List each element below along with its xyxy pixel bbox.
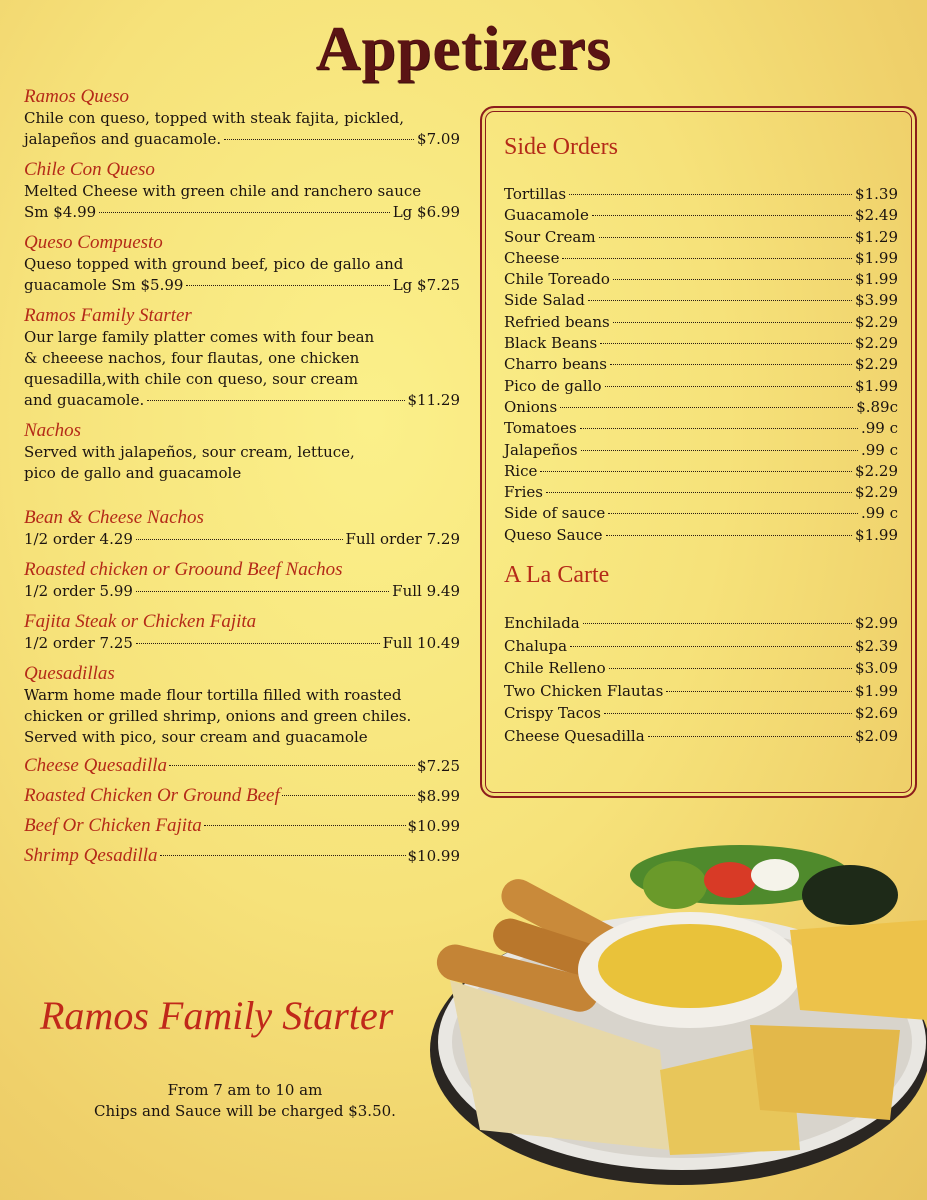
item-name: Roasted chicken or Groound Beef Nachos (24, 559, 343, 580)
price: $1.29 (855, 227, 898, 246)
menu-row (504, 525, 898, 546)
price: $2.69 (855, 704, 898, 723)
item-description: & cheeese nachos, four flautas, one chicken (24, 349, 360, 367)
line-left: 1/2 order 5.99 (24, 582, 133, 600)
line-left: 1/2 order 4.29 (24, 530, 133, 548)
side-orders-title: Side Orders (504, 134, 618, 160)
price-line (24, 529, 460, 550)
menu-row (504, 725, 898, 748)
price: $2.99 (855, 614, 898, 633)
guacamole (643, 861, 707, 909)
menu-row (504, 290, 898, 311)
item-name: Bean & Cheese Nachos (24, 507, 204, 528)
price: $2.49 (855, 206, 898, 225)
item-name: Fries (504, 483, 543, 502)
item-description: Queso topped with ground beef, pico de gallo and (24, 255, 404, 273)
item-description: quesadilla,with chile con queso, sour cream (24, 370, 359, 388)
item-name: Queso Compuesto (24, 232, 163, 253)
menu-row (504, 440, 898, 461)
item-name: Quesadillas (24, 663, 115, 684)
menu-row (504, 503, 898, 524)
price-line (24, 202, 460, 223)
menu-row (504, 702, 898, 725)
item-name: Tomatoes (504, 419, 577, 438)
a-la-carte-list (504, 612, 898, 747)
item-description: chicken or grilled shrimp, onions and green chiles. (24, 707, 412, 725)
quesadilla-item (24, 811, 460, 841)
menu-row (504, 312, 898, 333)
price: $2.29 (855, 355, 898, 374)
price: $7.25 (417, 757, 460, 775)
item-name: Side Salad (504, 291, 585, 310)
item-name: Roasted Chicken Or Ground Beef (24, 785, 280, 806)
menu-row (504, 354, 898, 375)
quesadilla-item (24, 751, 460, 781)
menu-row (504, 461, 898, 482)
quesadilla-list (24, 751, 460, 871)
price: $3.99 (855, 291, 898, 310)
menu-row (504, 612, 898, 635)
menu-item-quesadillas (24, 663, 460, 748)
price: $8.99 (417, 787, 460, 805)
price: $2.39 (855, 636, 898, 655)
menu-item-bean-cheese-nachos (24, 507, 460, 550)
item-name: Ramos Family Starter (24, 305, 192, 326)
price-line (24, 129, 460, 150)
menu-item-nachos (24, 420, 460, 484)
menu-item-fajita-nachos (24, 611, 460, 654)
sour-cream (751, 859, 799, 891)
price-line (24, 581, 460, 602)
menu-row (504, 635, 898, 658)
price: $1.99 (855, 525, 898, 544)
item-name: Chalupa (504, 636, 568, 655)
promo-heading: Ramos Family Starter (40, 993, 394, 1038)
item-name: Refried beans (504, 312, 610, 331)
nachos (750, 1025, 900, 1120)
item-name: Charro beans (504, 355, 608, 374)
price: $2.29 (855, 334, 898, 353)
menu-row (504, 418, 898, 439)
price-line (24, 275, 460, 296)
price: .99 c (860, 504, 898, 523)
menu-item-ramos-family-starter (24, 305, 460, 411)
item-name: Guacamole (504, 206, 589, 225)
hours-note (60, 1080, 430, 1122)
price: $2.29 (855, 312, 898, 331)
menu-row (504, 376, 898, 397)
item-name: Crispy Tacos (504, 704, 601, 723)
item-name: Ramos Queso (24, 86, 130, 107)
menu-row (504, 269, 898, 290)
item-name: Chile Con Queso (24, 159, 155, 180)
item-name: Tortillas (504, 185, 567, 203)
price: $2.09 (855, 726, 898, 745)
nachos (790, 920, 927, 1020)
menu-row (504, 397, 898, 418)
price: Full 9.49 (392, 582, 460, 600)
price: Full order 7.29 (345, 530, 460, 548)
price: Lg $7.25 (392, 276, 460, 294)
item-description: pico de gallo and guacamole (24, 464, 242, 482)
price: $1.99 (855, 270, 898, 289)
queso (598, 924, 782, 1008)
item-name: Onions (504, 397, 558, 416)
item-name: Cheese Quesadilla (504, 726, 645, 745)
price: $.89c (856, 397, 898, 416)
line-left: guacamole Sm $5.99 (24, 276, 184, 294)
price-line (24, 633, 460, 654)
line-left: 1/2 order 7.25 (24, 634, 133, 652)
menu-item-queso-compuesto (24, 232, 460, 296)
item-description: Chile con queso, topped with steak fajita, pickled, (24, 109, 405, 127)
tomato (704, 862, 756, 898)
item-name: Jalapeños (504, 440, 578, 459)
appetizer-platter-photo (420, 820, 927, 1190)
note-line: From 7 am to 10 am (167, 1081, 323, 1099)
price: .99 c (860, 440, 898, 459)
menu-row (504, 657, 898, 680)
price: $3.09 (855, 659, 898, 678)
price: $10.99 (407, 817, 460, 835)
item-name: Cheese Quesadilla (24, 755, 168, 776)
menu-row (504, 680, 898, 703)
item-name: Side of sauce (504, 504, 606, 523)
a-la-carte-title: A La Carte (504, 562, 610, 589)
quesadilla-item (24, 841, 460, 871)
side-orders-box (480, 106, 917, 798)
line-left: jalapeños and guacamole. (24, 130, 222, 148)
price: Lg $6.99 (392, 203, 460, 221)
price: $1.99 (855, 376, 898, 395)
item-description: Melted Cheese with green chile and ranchero sauce (24, 182, 422, 200)
price: $2.29 (855, 483, 898, 502)
menu-row (504, 227, 898, 248)
price: Full 10.49 (382, 634, 460, 652)
item-name: Black Beans (504, 334, 598, 353)
menu-row (504, 333, 898, 354)
item-name: Fajita Steak or Chicken Fajita (24, 611, 257, 632)
note-line: Chips and Sauce will be charged $3.50. (94, 1102, 396, 1120)
item-name: Beef Or Chicken Fajita (24, 815, 202, 836)
item-name: Pico de gallo (504, 376, 602, 395)
menu-row (504, 184, 898, 205)
item-name: Chile Relleno (504, 659, 606, 678)
item-description: Served with pico, sour cream and guacamole (24, 728, 368, 746)
item-name: Cheese (504, 248, 560, 267)
price: $11.29 (407, 391, 460, 409)
item-name: Chile Toreado (504, 270, 610, 289)
menu-row (504, 482, 898, 503)
line-left: and guacamole. (24, 391, 145, 409)
price: $7.09 (417, 130, 460, 148)
item-name: Enchilada (504, 614, 580, 633)
price: .99 c (860, 419, 898, 438)
item-name: Rice (504, 461, 538, 480)
item-name: Sour Cream (504, 227, 596, 246)
menu-row (504, 205, 898, 226)
appetizers-list (24, 86, 460, 871)
item-name: Queso Sauce (504, 525, 603, 544)
item-name: Nachos (24, 420, 81, 441)
price: $10.99 (407, 847, 460, 865)
menu-item-chile-con-queso (24, 159, 460, 223)
item-description: Warm home made flour tortilla filled with roasted (24, 686, 402, 704)
price: $1.99 (855, 681, 898, 700)
price: $2.29 (855, 461, 898, 480)
item-description: Served with jalapeños, sour cream, lettuce, (24, 443, 355, 461)
quesadilla-item (24, 781, 460, 811)
side-orders-list (504, 184, 898, 546)
item-name: Shrimp Qesadilla (24, 845, 158, 866)
page-title: Appetizers (315, 15, 612, 83)
line-left: Sm $4.99 (24, 203, 97, 221)
menu-item-chicken-beef-nachos (24, 559, 460, 602)
price-line (24, 390, 460, 411)
menu-row (504, 248, 898, 269)
item-description: Our large family platter comes with four bean (24, 328, 375, 346)
item-name: Two Chicken Flautas (504, 681, 664, 700)
price: $1.39 (855, 185, 898, 203)
price: $1.99 (855, 248, 898, 267)
menu-item-ramos-queso (24, 86, 460, 150)
jalapeno-cup (802, 865, 898, 925)
